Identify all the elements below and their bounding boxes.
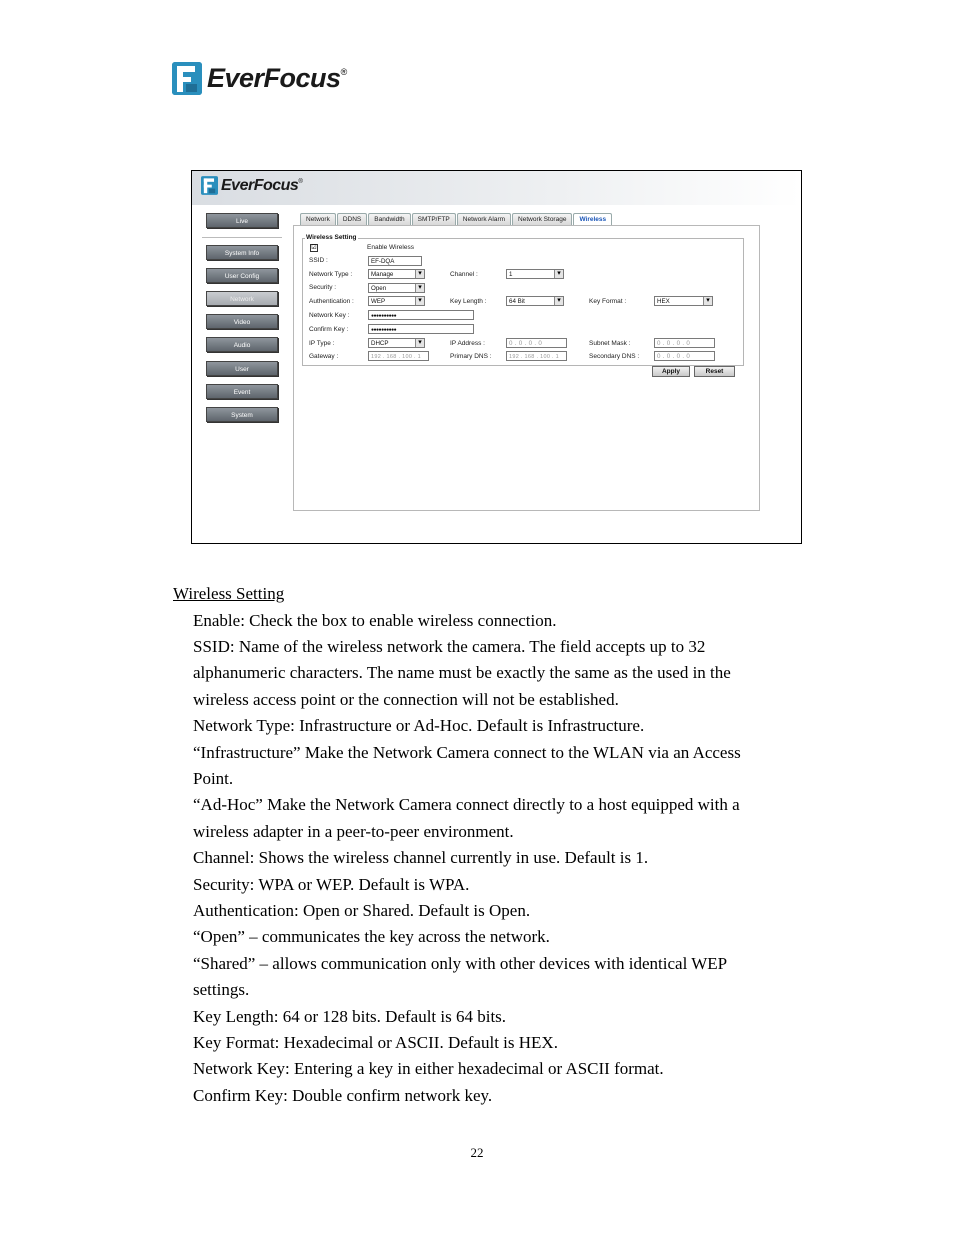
ip-address-input[interactable]: 0 . 0 . 0 . 0	[506, 338, 567, 348]
apply-button[interactable]: Apply	[652, 366, 690, 377]
sidebar-item-network[interactable]: Network	[206, 291, 278, 306]
sidebar-item-video[interactable]: Video	[206, 314, 278, 329]
tab-smtp-ftp[interactable]: SMTP/FTP	[412, 213, 456, 225]
sidebar-item-system[interactable]: System	[206, 407, 278, 422]
doc-line: wireless adapter in a peer-to-peer environment.	[193, 822, 514, 841]
everfocus-logo	[172, 62, 347, 95]
network-type-select[interactable]: Manage ▾	[368, 269, 425, 279]
enable-wireless-label: Enable Wireless	[367, 244, 414, 251]
channel-select[interactable]: 1 ▾	[506, 269, 564, 279]
ip-type-label: IP Type :	[309, 340, 335, 347]
doc-line: Key Format: Hexadecimal or ASCII. Default is HEX.	[193, 1033, 558, 1052]
security-label: Security :	[309, 284, 337, 291]
sidebar-live-button[interactable]: Live	[206, 213, 278, 228]
network-key-label: Network Key :	[309, 312, 350, 319]
primary-dns-label: Primary DNS :	[450, 353, 492, 360]
doc-line: Authentication: Open or Shared. Default is Open.	[193, 901, 531, 920]
doc-line: Confirm Key: Double confirm network key.	[193, 1086, 493, 1105]
screenshot-logo-registered: ®	[298, 178, 303, 185]
logo-registered: ®	[340, 66, 348, 77]
wireless-panel	[293, 225, 760, 511]
ip-type-select[interactable]: DHCP ▾	[368, 338, 425, 348]
doc-line: “Open” – communicates the key across the network.	[193, 927, 550, 946]
subnet-mask-input[interactable]: 0 . 0 . 0 . 0	[654, 338, 715, 348]
sidebar-item-system-info[interactable]: System Info	[206, 245, 278, 260]
secondary-dns-input[interactable]: 0 . 0 . 0 . 0	[654, 351, 715, 361]
doc-line: Point.	[193, 769, 234, 788]
settings-tabs	[300, 213, 613, 225]
ip-address-label: IP Address :	[450, 340, 485, 347]
doc-line: alphanumeric characters. The name must be exactly the same as the used in the	[193, 663, 731, 682]
authentication-select[interactable]: WEP ▾	[368, 296, 425, 306]
key-length-select[interactable]: 64 Bit ▾	[506, 296, 564, 306]
gateway-label: Gateway :	[309, 353, 339, 360]
key-length-label: Key Length :	[450, 298, 487, 305]
sidebar-item-audio[interactable]: Audio	[206, 337, 278, 352]
camera-ui-screenshot	[191, 170, 802, 544]
tab-network[interactable]: Network	[300, 213, 336, 225]
secondary-dns-label: Secondary DNS :	[589, 353, 640, 360]
tab-ddns[interactable]: DDNS	[337, 213, 367, 225]
everfocus-logo-icon	[172, 62, 202, 95]
enable-wireless-checkbox[interactable]: ☑	[311, 245, 317, 251]
network-key-input[interactable]: ●●●●●●●●●●	[368, 310, 474, 320]
reset-button[interactable]: Reset	[694, 366, 735, 377]
screenshot-logo	[201, 176, 303, 195]
gateway-input[interactable]: 192 . 168 . 100 . 1	[368, 351, 429, 361]
doc-line: Security: WPA or WEP. Default is WPA.	[193, 875, 470, 894]
key-format-select[interactable]: HEX ▾	[654, 296, 713, 306]
doc-line: SSID: Name of the wireless network the camera. The field accepts up to 32	[193, 637, 706, 656]
tab-network-storage[interactable]: Network Storage	[512, 213, 572, 225]
ssid-input[interactable]: EF-DQA	[368, 256, 422, 266]
network-type-label: Network Type :	[309, 271, 353, 278]
page-number: 22	[470, 1145, 484, 1160]
subnet-mask-label: Subnet Mask :	[589, 340, 631, 347]
doc-line: settings.	[193, 980, 250, 999]
sidebar-item-event[interactable]: Event	[206, 384, 278, 399]
primary-dns-input[interactable]: 192 . 168 . 100 . 1	[506, 351, 567, 361]
doc-line: Network Type: Infrastructure or Ad-Hoc. Default is Infrastructure.	[193, 716, 645, 735]
doc-line: Network Key: Entering a key in either hexadecimal or ASCII format.	[193, 1059, 664, 1078]
sidebar-item-user-config[interactable]: User Config	[206, 268, 278, 283]
screenshot-logo-text: EverFocus	[221, 176, 299, 194]
sidebar-divider	[202, 237, 282, 238]
tab-wireless[interactable]: Wireless	[573, 213, 612, 225]
ssid-label: SSID :	[309, 257, 328, 264]
section-heading: Wireless Setting	[173, 584, 285, 603]
logo-text: EverFocus	[207, 63, 341, 93]
doc-line: Key Length: 64 or 128 bits. Default is 64 bits.	[193, 1007, 507, 1026]
channel-label: Channel :	[450, 271, 478, 278]
confirm-key-label: Confirm Key :	[309, 326, 349, 333]
security-select[interactable]: Open ▾	[368, 283, 425, 293]
doc-line: Channel: Shows the wireless channel currently in use. Default is 1.	[193, 848, 649, 867]
sidebar-item-user[interactable]: User	[206, 361, 278, 376]
tab-network-alarm[interactable]: Network Alarm	[457, 213, 511, 225]
doc-line: Enable: Check the box to enable wireless connection.	[193, 611, 557, 630]
doc-line: “Ad-Hoc” Make the Network Camera connect directly to a host equipped with a	[193, 795, 740, 814]
confirm-key-input[interactable]: ●●●●●●●●●●	[368, 324, 474, 334]
doc-line: “Infrastructure” Make the Network Camera connect to the WLAN via an Access	[193, 743, 741, 762]
tab-bandwidth[interactable]: Bandwidth	[368, 213, 410, 225]
screenshot-logo-icon	[201, 176, 218, 195]
wireless-legend: Wireless Setting	[306, 234, 357, 241]
authentication-label: Authentication :	[309, 298, 354, 305]
doc-line: “Shared” – allows communication only with other devices with identical WEP	[193, 954, 728, 973]
key-format-label: Key Format :	[589, 298, 627, 305]
doc-line: wireless access point or the connection will not be established.	[193, 690, 619, 709]
